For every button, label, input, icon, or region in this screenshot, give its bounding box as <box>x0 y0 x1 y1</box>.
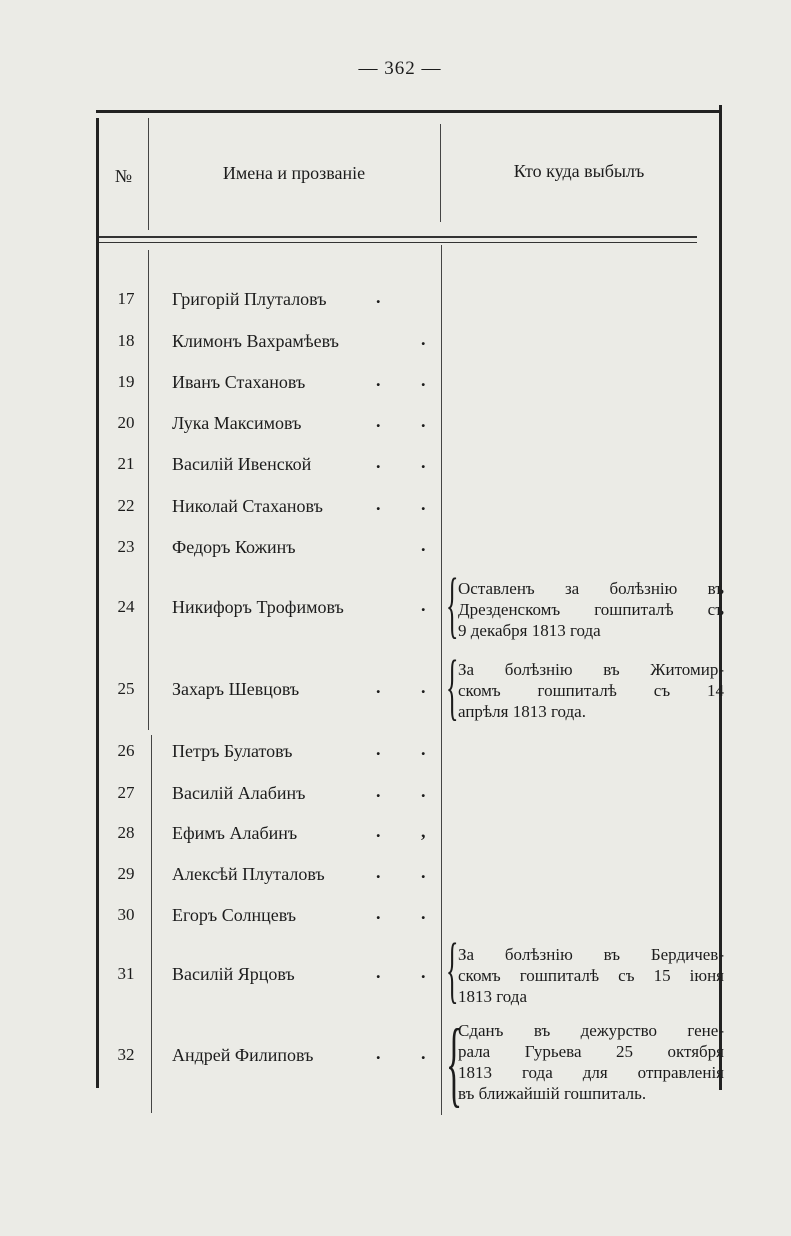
note-line: въ ближайшiй гошпиталь. <box>458 1084 647 1103</box>
leader-dots: . <box>421 535 426 555</box>
note-line: Дрезденскомъ гошпиталѣ съ <box>458 600 724 619</box>
leader-dots: . . <box>376 903 444 923</box>
row-name: Ефимъ Алабинъ <box>172 823 298 843</box>
leader-dots: . . <box>376 411 444 431</box>
note-line: скомъ гошпиталѣ съ 14 <box>458 681 724 700</box>
note-line: рала Гурьева 25 октября <box>458 1042 724 1061</box>
row-name: Петръ Булатовъ <box>172 741 293 761</box>
note-line: 9 декабря 1813 года <box>458 621 601 640</box>
leader-dots: . <box>421 329 426 349</box>
row-whereabouts-note <box>458 944 724 1007</box>
header-number: № <box>114 166 133 186</box>
row-whereabouts-note <box>458 578 724 641</box>
row-name: Василiй Ярцовъ <box>172 964 295 984</box>
note-line: За болѣзнiю въ Житомир- <box>458 660 724 679</box>
brace-icon: { <box>446 929 459 1011</box>
table-frame-top <box>96 110 722 113</box>
row-number: 22 <box>117 496 135 515</box>
note-line: За болѣзнiю въ Бердичев- <box>458 945 724 964</box>
row-name: Николай Стахановъ <box>172 496 323 516</box>
row-number: 24 <box>117 597 135 616</box>
row-name: Василiй Ивенской <box>172 454 312 474</box>
header-whereabouts: Кто куда выбылъ <box>513 161 645 181</box>
row-number: 26 <box>117 741 135 760</box>
brace-icon: { <box>446 564 459 646</box>
row-number: 21 <box>117 454 135 473</box>
brace-icon: { <box>446 1009 463 1116</box>
header-rule-thin <box>99 242 697 243</box>
note-line: 1813 года для отправленiя <box>458 1063 724 1082</box>
leader-dots: . . <box>376 739 444 759</box>
leader-dots: . . <box>376 962 444 982</box>
table-frame-left <box>96 118 99 1088</box>
leader-dots: . <box>376 287 421 307</box>
leader-dots: . . <box>376 494 444 514</box>
note-line: скомъ гошпиталѣ съ 15 iюня <box>458 966 724 985</box>
brace-icon: { <box>446 646 459 728</box>
row-number: 17 <box>117 289 135 308</box>
note-line: 1813 года <box>458 987 528 1006</box>
row-number: 20 <box>117 413 135 432</box>
note-line: Сданъ въ дежурство гене- <box>458 1021 724 1040</box>
row-name: Захаръ Шевцовъ <box>172 679 300 699</box>
row-number: 30 <box>117 905 135 924</box>
row-name: Василiй Алабинъ <box>172 783 306 803</box>
column-divider-1-body-lower <box>151 735 152 1113</box>
row-number: 19 <box>117 372 135 391</box>
leader-dots: . . <box>376 370 444 390</box>
row-name: Никифоръ Трофимовъ <box>172 597 344 617</box>
leader-dots: . . <box>376 452 444 472</box>
note-line: Оставленъ за болѣзнiю въ <box>458 579 724 598</box>
leader-dots: . <box>421 595 426 615</box>
leader-dots: . . <box>376 862 444 882</box>
row-whereabouts-note <box>458 659 724 722</box>
row-number: 28 <box>117 823 135 842</box>
leader-dots: . . <box>376 1043 444 1063</box>
row-number: 23 <box>117 537 135 556</box>
leader-dots: . , <box>376 821 444 841</box>
row-name: Егоръ Солнцевъ <box>172 905 297 925</box>
header-names: Имена и прозванiе <box>222 163 366 183</box>
leader-dots: . . <box>376 781 444 801</box>
row-number: 31 <box>117 964 135 983</box>
row-number: 25 <box>117 679 135 698</box>
note-line: апрѣля 1813 года. <box>458 702 586 721</box>
row-number: 27 <box>117 783 135 802</box>
row-name: Иванъ Стахановъ <box>172 372 306 392</box>
row-name: Лука Максимовъ <box>172 413 302 433</box>
header-rule-thick <box>99 236 697 238</box>
row-number: 29 <box>117 864 135 883</box>
row-name: Федоръ Кожинъ <box>172 537 296 557</box>
page-number: — 362 — <box>358 58 442 79</box>
row-name: Климонъ Вахрамѣевъ <box>172 331 339 351</box>
row-name: Алексѣй Плуталовъ <box>172 864 325 884</box>
row-number: 32 <box>117 1045 135 1064</box>
row-name: Андрей Филиповъ <box>172 1045 314 1065</box>
leader-dots: . . <box>376 677 444 697</box>
row-name: Григорiй Плуталовъ <box>172 289 327 309</box>
row-whereabouts-note <box>458 1020 724 1104</box>
row-number: 18 <box>117 331 135 350</box>
column-divider-1-body <box>148 250 149 730</box>
